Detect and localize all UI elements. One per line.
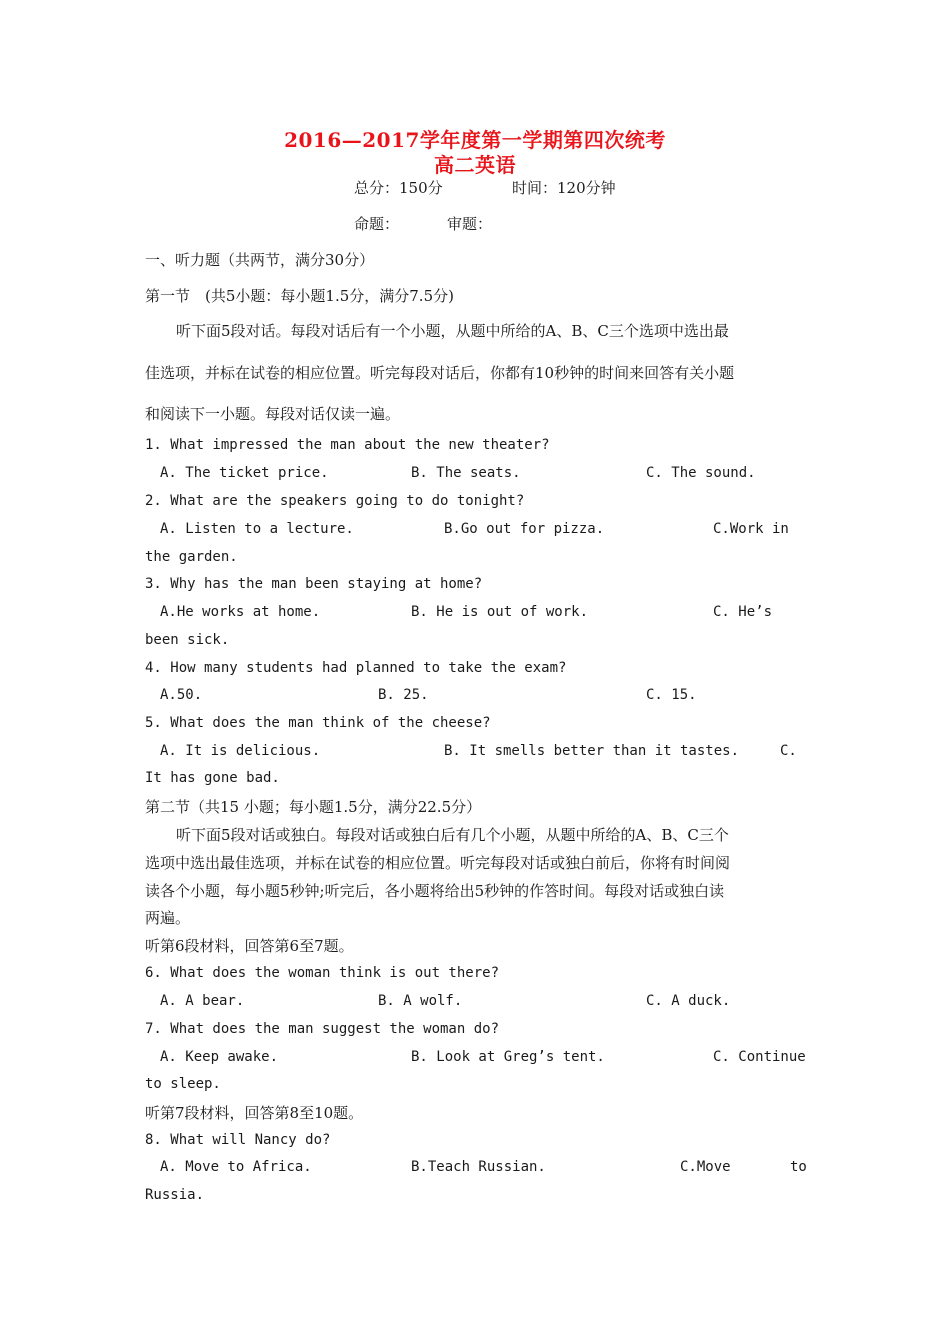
question-stem: 2. What are the speakers going to do tonight? (145, 493, 525, 509)
option-b: B. It smells better than it tastes. (444, 743, 740, 759)
option-b: B. A wolf. (378, 993, 463, 1009)
exam-time: 时间：120分钟 (512, 179, 616, 197)
option-b: B.Teach Russian. (411, 1159, 546, 1175)
option-c: C.Move (680, 1159, 731, 1175)
section1-instruction-line: 和阅读下一小题。每段对话仅读一遍。 (145, 405, 401, 423)
section2-instruction-line: 选项中选出最佳选项，并标在试卷的相应位置。听完每段对话或独白前后，你将有时间阅 (145, 854, 731, 872)
option-a: A. Listen to a lecture. (160, 521, 354, 537)
option-continuation: Russia. (145, 1187, 205, 1203)
option-c: C. The sound. (646, 465, 756, 481)
question-stem: 4. How many students had planned to take the exam? (145, 660, 567, 676)
option-b: B. 25. (378, 687, 429, 703)
option-a: A. Move to Africa. (160, 1159, 312, 1175)
total-score: 总分：150分 (354, 179, 443, 197)
question-stem: 8. What will Nancy do? (145, 1132, 331, 1148)
question-stem: 6. What does the woman think is out there? (145, 965, 500, 981)
section1-instruction-line: 佳选项，并标在试卷的相应位置。听完每段对话后，你都有10秒钟的时间来回答有关小题 (145, 364, 735, 382)
option-continuation: to sleep. (145, 1076, 221, 1092)
section2-instruction-line: 听下面5段对话或独白。每段对话或独白后有几个小题，从题中所给的A、B、C三个 (176, 826, 729, 844)
option-c-tail: to (790, 1159, 807, 1175)
option-b: B. Look at Greg’s tent. (411, 1049, 605, 1065)
question-stem: 3. Why has the man been staying at home? (145, 576, 483, 592)
material-7-heading: 听第7段材料，回答第8至10题。 (145, 1104, 364, 1122)
section2-instruction-line: 读各个小题，每小题5秒钟;听完后，各小题将给出5秒钟的作答时间。每段对话或独白读 (145, 882, 725, 900)
option-c: C.Work in (713, 521, 789, 537)
reviewer-label: 审题： (447, 215, 493, 233)
exam-subtitle: 高二英语 (434, 153, 516, 177)
option-a: A.He works at home. (160, 604, 321, 620)
exam-title: 2016—2017学年度第一学期第四次统考 (284, 128, 666, 152)
author-label: 命题： (354, 215, 400, 233)
section2-heading: 第二节（共15 小题；每小题1.5分，满分22.5分） (145, 798, 482, 816)
option-c: C. A duck. (646, 993, 731, 1009)
option-a: A. The ticket price. (160, 465, 329, 481)
section1-heading: 第一节 (共5小题：每小题1.5分，满分7.5分) (145, 287, 454, 305)
option-continuation: It has gone bad. (145, 770, 280, 786)
option-continuation: the garden. (145, 549, 238, 565)
option-b: B. He is out of work. (411, 604, 589, 620)
option-c: C. 15. (646, 687, 697, 703)
question-stem: 7. What does the man suggest the woman do? (145, 1021, 500, 1037)
option-b: B. The seats. (411, 465, 521, 481)
option-a: A. It is delicious. (160, 743, 321, 759)
option-b: B.Go out for pizza. (444, 521, 605, 537)
question-stem: 5. What does the man think of the cheese? (145, 715, 491, 731)
question-stem: 1. What impressed the man about the new theater? (145, 437, 550, 453)
option-a: A.50. (160, 687, 203, 703)
section1-instruction-line: 听下面5段对话。每段对话后有一个小题，从题中所给的A、B、C三个选项中选出最 (176, 322, 729, 340)
option-c: C. Continue (713, 1049, 806, 1065)
part-heading: 一、听力题（共两节，满分30分） (145, 251, 375, 269)
option-a: A. A bear. (160, 993, 245, 1009)
option-c: C. (780, 743, 797, 759)
option-a: A. Keep awake. (160, 1049, 279, 1065)
option-c: C. He’s (713, 604, 773, 620)
section2-instruction-line: 两遍。 (145, 909, 191, 927)
option-continuation: been sick. (145, 632, 230, 648)
material-6-heading: 听第6段材料，回答第6至7题。 (145, 937, 354, 955)
